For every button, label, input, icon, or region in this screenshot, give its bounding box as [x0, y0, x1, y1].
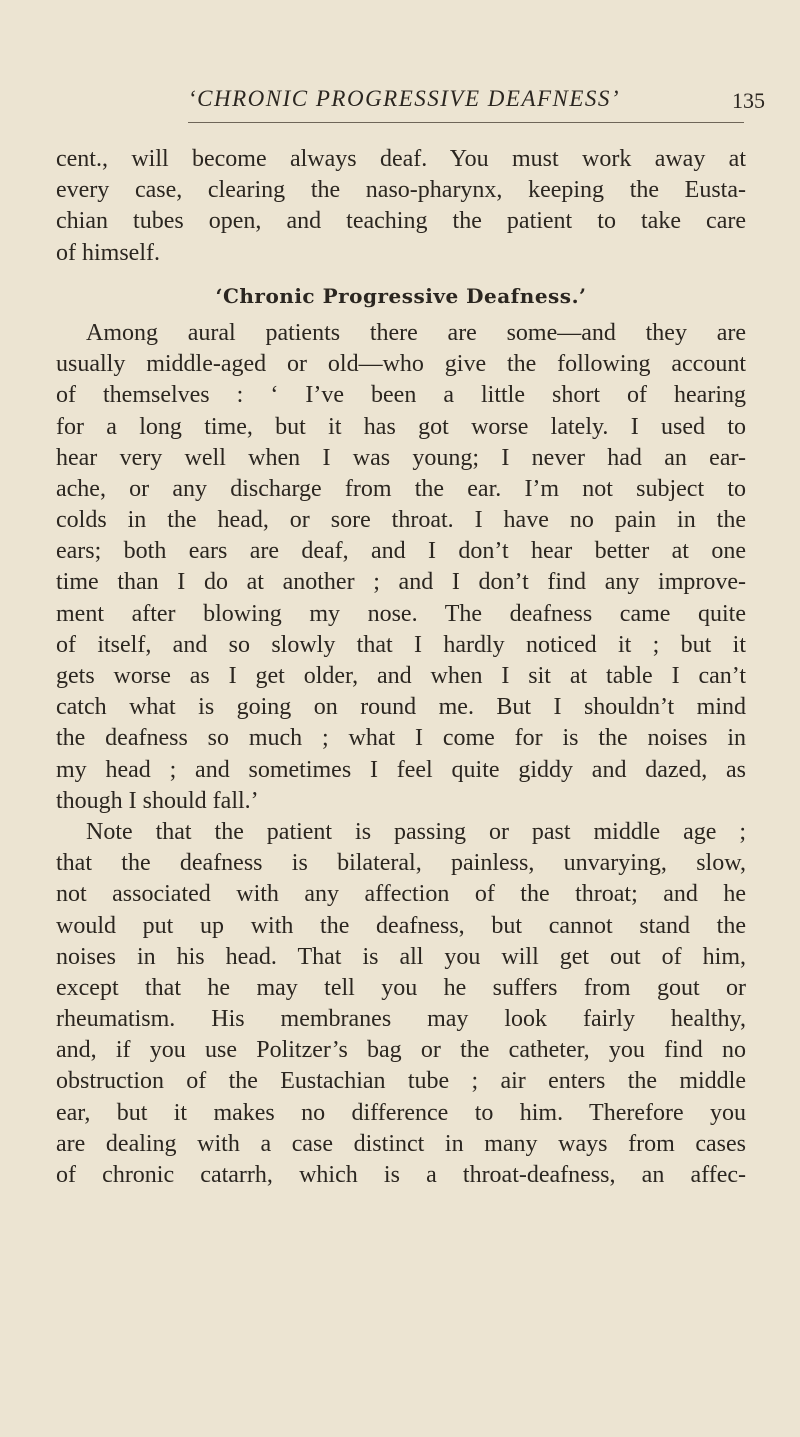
text-line: usually middle-aged or old—who give the following account: [56, 351, 746, 378]
text-line: the deafness so much ; what I come for is the noises in: [56, 725, 746, 752]
page-number: 135: [732, 88, 765, 113]
text-line: chian tubes open, and teaching the patient to take care: [56, 208, 746, 235]
text-line: would put up with the deafness, but cannot stand the: [56, 912, 746, 939]
text-line: rheumatism. His membranes may look fairly healthy,: [56, 1006, 746, 1033]
text-line: cent., will become always deaf. You must work away at: [56, 146, 746, 172]
text-line: ache, or any discharge from the ear. I’m not subject to: [56, 475, 746, 502]
text-line: ear, but it makes no difference to him. Therefore you: [56, 1099, 746, 1126]
text-line: time than I do at another ; and I don’t find any improve-: [56, 569, 746, 596]
text-line: my head ; and sometimes I feel quite giddy and dazed, as: [56, 756, 746, 783]
text-line: Among aural patients there are some—and they are: [86, 319, 746, 346]
text-line: except that he may tell you he suffers from gout or: [56, 974, 746, 1001]
header-rule: [188, 122, 744, 123]
text-line: catch what is going on round me. But I shouldn’t mind: [56, 694, 746, 721]
text-line: are dealing with a case distinct in many ways from cases: [56, 1130, 746, 1157]
text-line: obstruction of the Eustachian tube ; air enters the middle: [56, 1068, 746, 1095]
text-line: for a long time, but it has got worse lately. I used to: [56, 413, 746, 440]
text-line: of himself.: [56, 239, 160, 266]
text-line: though I should fall.’: [56, 787, 259, 814]
text-line: of itself, and so slowly that I hardly noticed it ; but it: [56, 631, 746, 658]
text-line: that the deafness is bilateral, painless, unvarying, slow,: [56, 850, 746, 877]
text-line: of themselves : ‘ I’ve been a little short of hearing: [56, 382, 746, 409]
text-line: hear very well when I was young; I never had an ear-: [56, 444, 746, 471]
text-line: ears; both ears are deaf, and I don’t hear better at one: [56, 538, 746, 565]
text-line: noises in his head. That is all you will get out of him,: [56, 943, 746, 970]
text-line: and, if you use Politzer’s bag or the catheter, you find no: [56, 1037, 746, 1064]
text-line: ment after blowing my nose. The deafness came quite: [56, 600, 746, 627]
text-line: of chronic catarrh, which is a throat-deafness, an affec-: [56, 1162, 746, 1188]
text-line: colds in the head, or sore throat. I have no pain in the: [56, 507, 746, 534]
body-text: [56, 144, 746, 1191]
text-line: Note that the patient is passing or past middle age ;: [86, 818, 746, 845]
text-line: gets worse as I get older, and when I sit at table I can’t: [56, 663, 746, 689]
text-line: not associated with any affection of the throat; and he: [56, 881, 746, 908]
running-title: ‘CHRONIC PROGRESSIVE DEAFNESS’: [188, 86, 621, 111]
section-heading: ‘Chronic Progressive Deafness.’: [215, 283, 587, 308]
paragraph-3: [56, 817, 746, 1191]
paragraph-1: [56, 144, 746, 269]
text-line: every case, clearing the naso-pharynx, keeping the Eusta-: [56, 177, 746, 204]
paragraph-2: [56, 318, 746, 817]
